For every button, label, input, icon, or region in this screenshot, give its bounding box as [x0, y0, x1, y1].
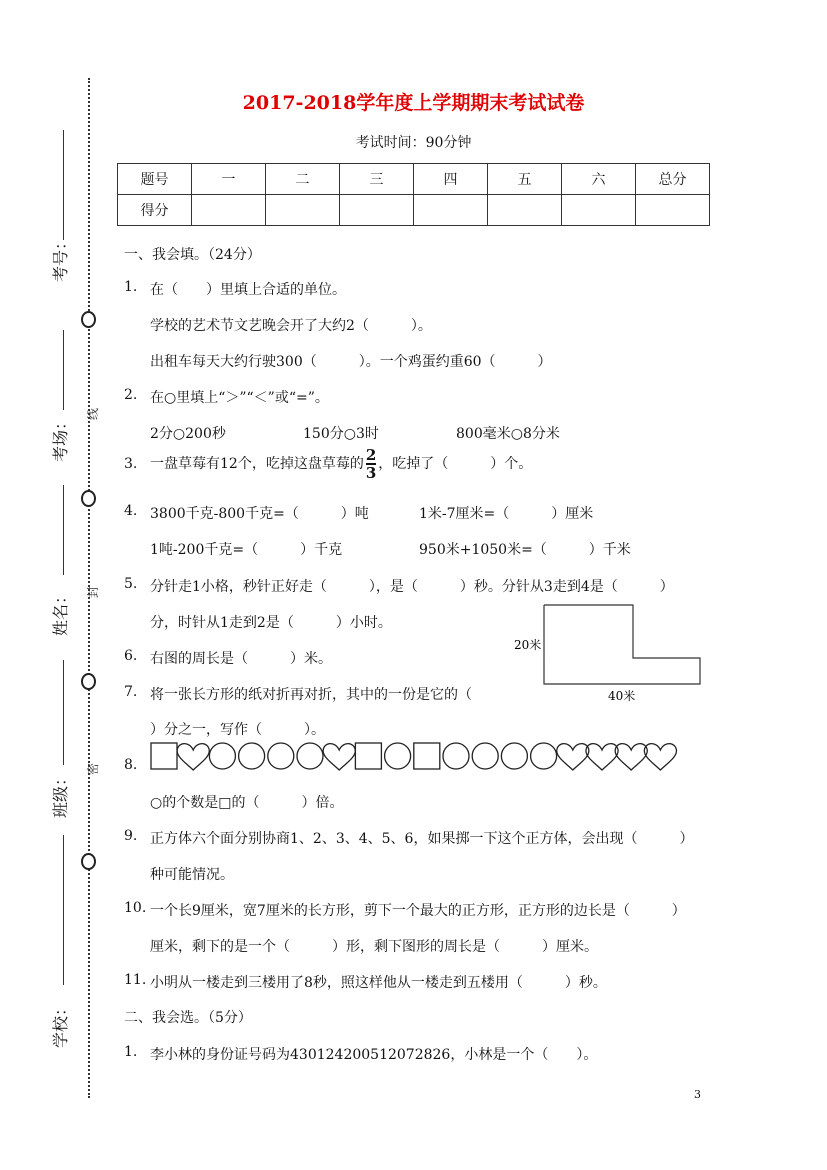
heart-shape-icon	[644, 744, 676, 770]
table-cell: 六	[562, 164, 636, 195]
compare-right: 3时	[355, 426, 379, 442]
xuexiao-blank-line	[63, 835, 64, 985]
table-cell: 二	[266, 164, 340, 195]
fraction	[366, 448, 376, 480]
question-number: 7.	[124, 684, 138, 700]
page-number: 3	[694, 1088, 701, 1101]
question-text: 李小林的身份证号码为43012420051207282​6，小林是一个（ ）。	[150, 1047, 598, 1063]
circle-shape-icon	[472, 743, 498, 769]
question-number: 2.	[124, 387, 138, 403]
question-text: 厘米，剩下的是一个（ ）形，剩下图形的周长是（ ）厘米。	[150, 939, 598, 955]
shape-sequence	[150, 740, 720, 774]
compare-left: 800毫米	[456, 426, 511, 442]
question-text: 出租车每天大约行驶300（ ）。一个鸡蛋约重60（ ）	[150, 354, 552, 370]
compare-left: 150分	[303, 426, 344, 442]
compare-item	[303, 423, 379, 443]
score-input-cell[interactable]	[192, 195, 266, 226]
section-1-heading: 一、我会填。（24分）	[124, 247, 261, 263]
kaochang-blank-line	[63, 330, 64, 410]
circle-shape-icon	[297, 743, 323, 769]
score-input-cell[interactable]	[340, 195, 414, 226]
question-number: 9.	[124, 828, 138, 844]
xuexiao-label: 学校：	[51, 999, 70, 1048]
width-label: 40米	[608, 689, 636, 703]
score-table-score-row	[118, 195, 710, 226]
question-text: 学校的艺术节文艺晚会开了大约2（ ）。	[150, 318, 432, 334]
table-cell: 三	[340, 164, 414, 195]
question-text: 在（ ）里填上合适的单位。	[150, 282, 346, 298]
score-input-cell[interactable]	[266, 195, 340, 226]
table-cell: 四	[414, 164, 488, 195]
compare-right: 200秒	[185, 426, 226, 442]
heart-shape-icon	[177, 744, 209, 770]
xingming-label: 姓名：	[51, 587, 70, 636]
table-cell: 五	[488, 164, 562, 195]
circle-shape-icon	[268, 743, 294, 769]
seal-mi-label: 密	[86, 762, 100, 775]
question-text	[150, 448, 532, 480]
circle-shape-icon	[501, 743, 527, 769]
square-shape-icon	[355, 743, 381, 769]
question-text: 小明从一楼走到三楼用了8秒，照这样他从一楼走到五楼用（ ）秒。	[150, 975, 607, 991]
q3-post: ，吃掉了（ ）个。	[378, 456, 533, 472]
question-text: 1米-7厘米=（ ）厘米	[419, 506, 594, 522]
question-number: 6.	[124, 648, 138, 664]
table-cell: 一	[192, 164, 266, 195]
banji-blank-line	[63, 660, 64, 765]
question-number: 11.	[124, 972, 147, 988]
seal-xian-label: 线	[86, 407, 100, 420]
section-2-heading: 二、我会选。（5分）	[124, 1010, 252, 1026]
compare-circle-icon[interactable]: ○	[510, 426, 523, 442]
question-number: 3.	[124, 456, 138, 472]
fraction-numerator: 2	[365, 446, 377, 464]
compare-right: 8分米	[522, 426, 560, 442]
question-text: 分针走1小格，秒针正好走（ ），是（ ）秒。分针从3走到4是（ ）	[150, 579, 674, 595]
table-cell: 总分	[636, 164, 710, 195]
question-text: 种可能情况。	[150, 867, 234, 883]
question-text: 一个长9厘米，宽7厘米的长方形，剪下一个最大的正方形，正方形的边长是（ ）	[150, 903, 686, 919]
kaohao-label: 考号：	[51, 233, 70, 282]
question-text: 在○里填上“＞”“＜”或“=”。	[150, 390, 329, 406]
q3-pre: 一盘草莓有12个，吃掉这盘草莓的	[150, 456, 364, 472]
binding-circle-icon	[81, 490, 96, 507]
compare-circle-icon[interactable]: ○	[343, 426, 356, 442]
question-number: 1.	[124, 279, 138, 295]
question-text: 1吨-200千克=（ ）千克	[150, 542, 343, 558]
heart-shape-icon	[323, 744, 355, 770]
question-text: 正方体六个面分别协商1、2、3、4、5、6，如果掷一下这个正方体，会出现（ ）	[150, 831, 694, 847]
xingming-blank-line	[63, 485, 64, 575]
compare-item	[456, 423, 560, 443]
table-cell: 题号	[118, 164, 192, 195]
binding-circle-icon	[81, 673, 96, 690]
question-text: 950米+1050米=（ ）千米	[419, 542, 631, 558]
heart-shape-icon	[557, 744, 589, 770]
heart-shape-icon	[615, 744, 647, 770]
score-table-header-row	[118, 164, 710, 195]
compare-left: 2分	[150, 426, 173, 442]
circle-shape-icon	[531, 743, 557, 769]
kaochang-label: 考场：	[51, 413, 70, 462]
binding-circle-icon	[81, 311, 96, 328]
question-number: 8.	[124, 757, 138, 773]
banji-label: 班级：	[51, 769, 70, 818]
circle-shape-icon	[385, 743, 411, 769]
question-number: 4.	[124, 503, 138, 519]
question-text: ）分之一，写作（ ）。	[150, 722, 325, 738]
question-text: 分，时针从1走到2是（ ）小时。	[150, 615, 392, 631]
question-number: 10.	[124, 900, 147, 916]
square-shape-icon	[151, 743, 177, 769]
compare-item	[150, 423, 226, 443]
question-number: 5.	[124, 576, 138, 592]
score-input-cell[interactable]	[562, 195, 636, 226]
circle-shape-icon	[443, 743, 469, 769]
score-input-cell[interactable]	[488, 195, 562, 226]
question-text: 右图的周长是（ ）米。	[150, 651, 332, 667]
circle-shape-icon	[239, 743, 265, 769]
question-text: 3800千克-800千克=（ ）吨	[150, 506, 369, 522]
question-number: 1.	[124, 1044, 138, 1060]
circle-shape-icon	[209, 743, 235, 769]
score-input-cell[interactable]	[636, 195, 710, 226]
perimeter-figure	[505, 600, 710, 705]
square-shape-icon	[414, 743, 440, 769]
seal-feng-label: 封	[86, 585, 100, 598]
l-shape-outline	[544, 605, 700, 684]
score-table	[117, 163, 710, 226]
compare-circle-icon[interactable]: ○	[172, 426, 186, 442]
question-text: ○的个数是□的（ ）倍。	[150, 795, 344, 811]
heart-shape-icon	[586, 744, 618, 770]
table-cell: 得分	[118, 195, 192, 226]
exam-duration: 考试时间：90分钟	[355, 135, 472, 151]
score-input-cell[interactable]	[414, 195, 488, 226]
fraction-denominator: 3	[365, 464, 377, 482]
binding-circle-icon	[81, 853, 96, 870]
exam-title: 2017-2018学年度上学期期末考试试卷	[242, 92, 585, 114]
height-label: 20米	[514, 638, 542, 652]
question-text: 将一张长方形的纸对折再对折，其中的一份是它的（	[150, 687, 472, 703]
